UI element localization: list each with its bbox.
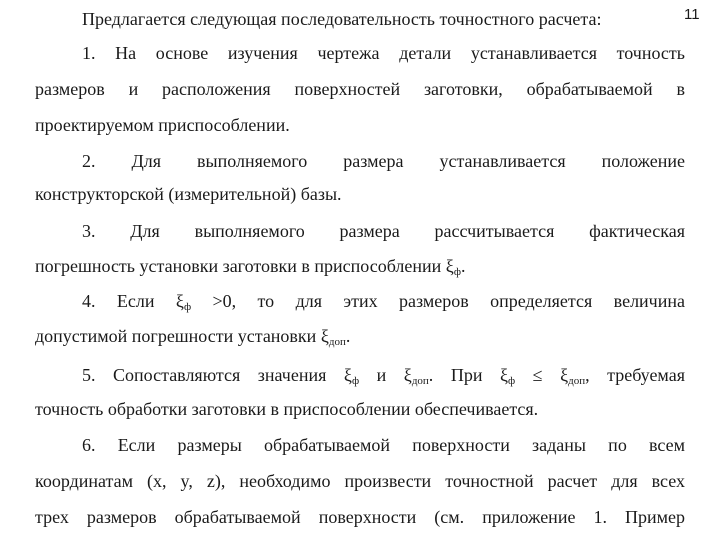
xi-symbol: ξ [499,365,509,385]
xi-symbol: ξ [403,365,412,385]
xi-symbol: ξ [343,365,352,385]
xi-symbol: ξ [320,326,329,346]
xi-symbol: ξ [560,365,569,385]
intro-line: Предлагается следующая последовательность точностного расчета: [82,9,602,29]
page-number: 11 [684,6,700,23]
item-4-line-1: 4. Если $\xi_ф >0$, то для этих размеров определяется величина [82,291,685,313]
item-5-line-2: точность обработки заготовки в приспособлении обеспечивается. [35,399,539,419]
item-6-line-3: трех размеров обрабатываемой поверхности (см. приложение 1. Пример [35,507,685,527]
item-6-line-2: координатам (x, y, z), необходимо произвести точностной расчет для всех [35,471,685,491]
item-1-line-3: проектируемом приспособлении. [35,115,290,135]
item-3-line-1: 3. Для выполняемого размера рассчитывается фактическая [82,221,685,241]
item-4-line-2: допустимой погрешности установки $\xi_{доп}$. [35,326,351,348]
xi-symbol: ξ [175,291,184,311]
item-2-line-2: конструкторской (измерительной) базы. [35,184,342,204]
xi-symbol: ξ [445,256,454,276]
item-5-line-1: 5. Сопоставляются значения $\xi_ф$ и $\xi_{доп}$. При $\xi_ф \le \xi_{доп}$, требуемая [82,365,685,387]
item-3-line-2: погрешность установки заготовки в приспособлении $\xi_ф$. [35,256,466,278]
item-1-line-2: размеров и расположения поверхностей заготовки, обрабатываемой в [35,79,685,99]
item-6-line-1: 6. Если размеры обрабатываемой поверхности заданы по всем [82,435,685,455]
item-1-line-1: 1. На основе изучения чертежа детали устанавливается точность [82,43,685,63]
item-2-line-1: 2. Для выполняемого размера устанавливается положение [82,151,685,171]
